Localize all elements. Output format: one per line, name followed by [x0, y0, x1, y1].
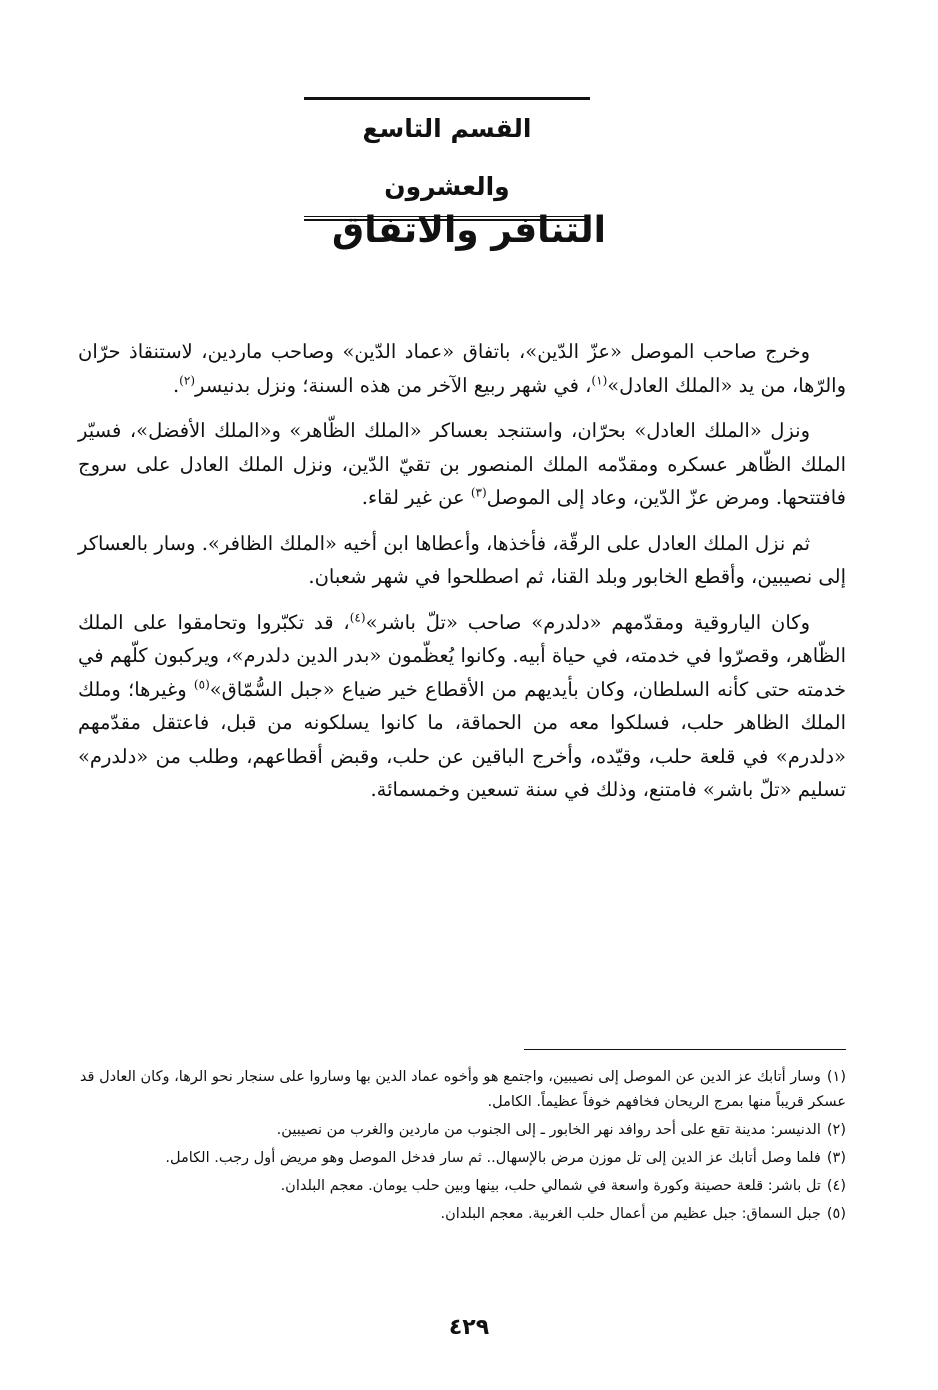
footnote-item	[78, 1202, 846, 1227]
body-text	[78, 335, 846, 819]
footnote-number: (٢)	[826, 1122, 846, 1138]
paragraph-2	[78, 414, 846, 515]
chapter-title: التنافر والاتفاق	[332, 210, 606, 251]
footnote-item	[78, 1146, 846, 1171]
paragraph-text: ، في شهر ربيع الآخر من هذه السنة؛ ونزل بدنيسر	[195, 373, 592, 397]
page-number: ٤٢٩	[448, 1315, 490, 1340]
footnote-item	[78, 1065, 846, 1115]
paragraph-text: ونزل «الملك العادل» بحرّان، واستنجد بعساكر «الملك الظّاهر» و«الملك الأفضل»، فسيّر الملك الظّاهر عسكره ومقدّمه الملك المنصور بن تقيّ الدّين، ونزل الملك العادل على سروج فافتتحها. ومرض عزّ الدّين، وعاد إلى الموصل	[78, 419, 846, 509]
paragraph-text: وخرج صاحب الموصل «عزّ الدّين»، باتفاق «عماد الدّين» وصاحب ماردين، لاستنقاذ حرّان والرّها، من يد «الملك العادل»	[78, 340, 846, 397]
footnote-text: جبل السماق: جبل عظيم من أعمال حلب الغربية. معجم البلدان.	[440, 1206, 821, 1222]
footnote-number: (١)	[826, 1069, 846, 1085]
paragraph-text: ثم نزل الملك العادل على الرقّة، فأخذها، وأعطاها ابن أخيه «الملك الظافر». وسار بالعساكر إلى نصيبين، وأقطع الخابور وبلد القنا، ثم اصطلحوا في شهر شعبان.	[78, 531, 846, 588]
footnote-text: الدنيسر: مدينة تقع على أحد روافد نهر الخابور ـ إلى الجنوب من ماردين والغرب من نصيبين.	[276, 1122, 821, 1138]
footnote-divider	[524, 1049, 846, 1050]
paragraph-4	[78, 606, 846, 807]
footnote-ref: (٤)	[349, 610, 366, 624]
footnote-number: (٥)	[826, 1206, 846, 1222]
footnote-number: (٤)	[826, 1178, 846, 1194]
paragraph-3	[78, 527, 846, 594]
paragraph-text: عن غير لقاء.	[361, 486, 471, 509]
footnotes	[78, 1065, 846, 1230]
footnote-number: (٣)	[826, 1150, 846, 1166]
footnote-ref: (٢)	[179, 373, 195, 387]
footnote-text: وسار أتابك عز الدين عن الموصل إلى نصيبين، واجتمع هو وأخوه عماد الدين بها وساروا على سنجار نحو الرها، وكان العادل قد عسكر قريباً منها بمرج الريحان فخافهم خوفاً عظيماً. الكامل.	[79, 1069, 846, 1110]
paragraph-text: وكان الياروقية ومقدّمهم «دلدرم» صاحب «تلّ باشر»	[365, 610, 811, 634]
footnote-item	[78, 1174, 846, 1199]
footnote-ref: (١)	[591, 373, 608, 387]
footnote-ref: (٥)	[193, 677, 210, 691]
paragraph-text: .	[172, 373, 180, 397]
paragraph-text: وغيرها؛ وملك الملك الظاهر حلب، فسلكوا معه من الحماقة، ما كانوا يسلكونه من قبل، فاعتقل مقدّمهم «دلدرم» في قلعة حلب، وقيّده، وأخرج الباقين عن حلب، وقبض أقطاعهم، وطلب من «دلدرم» تسليم «تلّ باشر» فامتنع، وذلك في سنة تسعين وخمسمائة.	[78, 677, 846, 801]
section-title: القسم التاسع والعشرون	[362, 114, 532, 201]
footnote-text: تل باشر: قلعة حصينة وكورة واسعة في شمالي حلب، بينها وبين حلب يومان. معجم البلدان.	[280, 1178, 821, 1194]
footnote-item	[78, 1118, 846, 1143]
paragraph-1	[78, 335, 846, 402]
paragraph-text: ، قد تكبّروا وتحامقوا على الملك الظّاهر، وقصرّوا في خدمته، في حياة أبيه. وكانوا يُعظّمون «بدر الدين دلدرم»، ويركبون كلّهم في خدمته حتى كأنه السلطان، وكان بأيديهم من الأقطاع خير ضياع «جبل السُّمّاق»	[78, 610, 846, 701]
section-heading-box	[304, 97, 590, 217]
footnote-text: فلما وصل أتابك عز الدين إلى تل موزن مرض بالإسهال.. ثم سار فدخل الموصل وهو مريض أول رجب. الكامل.	[165, 1150, 821, 1166]
footnote-ref: (٣)	[470, 485, 487, 500]
